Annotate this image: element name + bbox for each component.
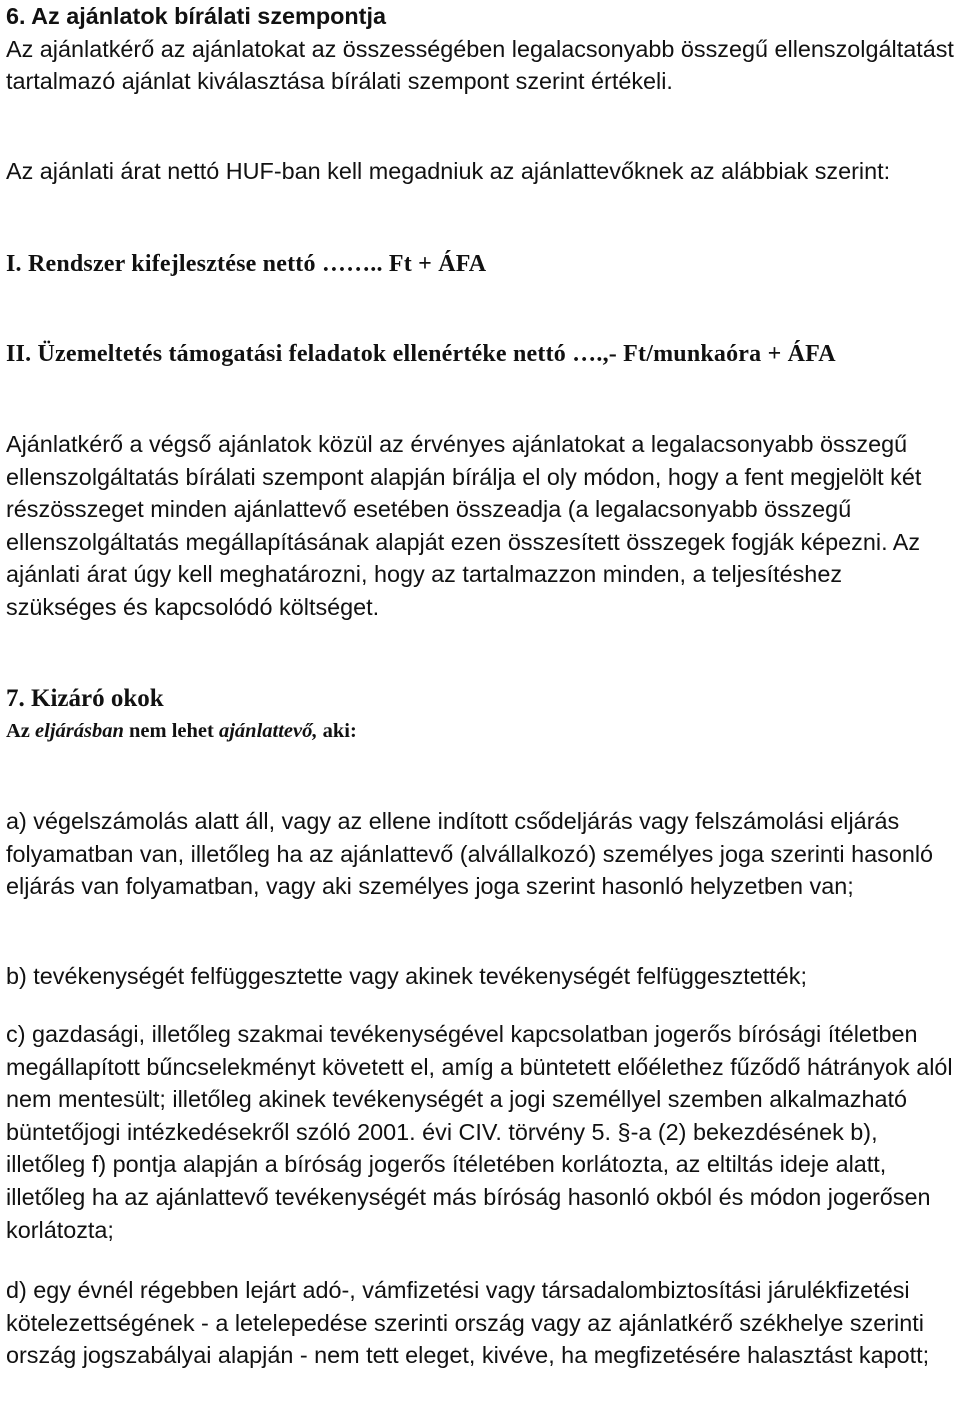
- exclusion-item-d: d) egy évnél régebben lejárt adó-, vámfizetési vagy társadalombiztosítási járulékfizetési kötelezettségének - a letelepedése szerinti ország vagy az ajánlatkérő székhelye szerinti ország jogszabályai alapján - nem tett eleget, kivéve, ha megfizetésére halasztást kapott;: [6, 1277, 930, 1369]
- price-item-2: II. Üzemeltetés támogatási feladatok ellenértéke nettó ….,- Ft/munkaóra + ÁFA: [6, 341, 836, 367]
- section-6-paragraph-2: Az ajánlati árat nettó HUF-ban kell megadniuk az ajánlattevőknek az alábbiak szerint:: [6, 158, 891, 184]
- lead-text-1: Az: [6, 720, 36, 742]
- section-6: [6, 0, 954, 98]
- lead-text-3: nem lehet: [123, 720, 219, 742]
- exclusion-item-c: c) gazdasági, illetőleg szakmai tevékenységével kapcsolatban jogerős bírósági ítéletben megállapított bűncselekményt követett el, amíg a büntetett előélethez fűződő hátrányok alól nem mentesült; illetőleg akinek tevékenységét a jogi személlyel szemben alkalmazható büntetőjogi intézkedésekről szóló 2001. évi CIV. törvény 5. §-a (2) bekezdésének b), illetőleg f) pontja alapján a bíróság jogerős ítéletében korlátozta, az eltiltás ideje alatt, illetőleg ha az ajánlattevő tevékenységét más bíróság hasonló okból és módon jogerősen korlátozta;: [6, 1021, 953, 1243]
- exclusion-item-b: b) tevékenységét felfüggesztette vagy akinek tevékenységét felfüggesztették;: [6, 963, 807, 989]
- section-6-paragraph-3: Ajánlatkérő a végső ajánlatok közül az érvényes ajánlatokat a legalacsonyabb összegű ellenszolgáltatás bírálati szempont alapján bírálja el oly módon, hogy a fent megjelölt két részösszeget minden ajánlattevő esetében összeadja (a legalacsonyabb összegű ellenszolgáltatás megállapításának alapját ezen összesített összegek fogják képezni. Az ajánlati árat úgy kell meghatározni, hogy az tartalmazzon minden, a teljesítéshez szükséges és kapcsolódó költséget.: [6, 431, 922, 620]
- lead-text-2: eljárásban: [35, 720, 124, 742]
- lead-text-5: aki:: [317, 720, 357, 742]
- price-item-1: I. Rendszer kifejlesztése nettó …….. Ft + ÁFA: [6, 251, 487, 277]
- section-7-heading: 7. Kizáró okok: [6, 685, 164, 712]
- section-6-heading: 6. Az ajánlatok bírálati szempontja: [6, 3, 386, 29]
- section-7-lead: [6, 717, 954, 745]
- section-6-paragraph-1: Az ajánlatkérő az ajánlatokat az összességében legalacsonyabb összegű ellenszolgáltatást tartalmazó ajánlat kiválasztása bírálati szempont szerint értékeli.: [6, 35, 954, 95]
- exclusion-item-a: a) végelszámolás alatt áll, vagy az ellene indított csődeljárás vagy felszámolási eljárás folyamatban van, illetőleg ha az ajánlattevő (alvállalkozó) személyes joga szerinti hasonló eljárás van folyamatban, vagy aki személyes joga szerint hasonló helyzetben van;: [6, 808, 934, 900]
- lead-text-4: ajánlattevő,: [218, 720, 318, 742]
